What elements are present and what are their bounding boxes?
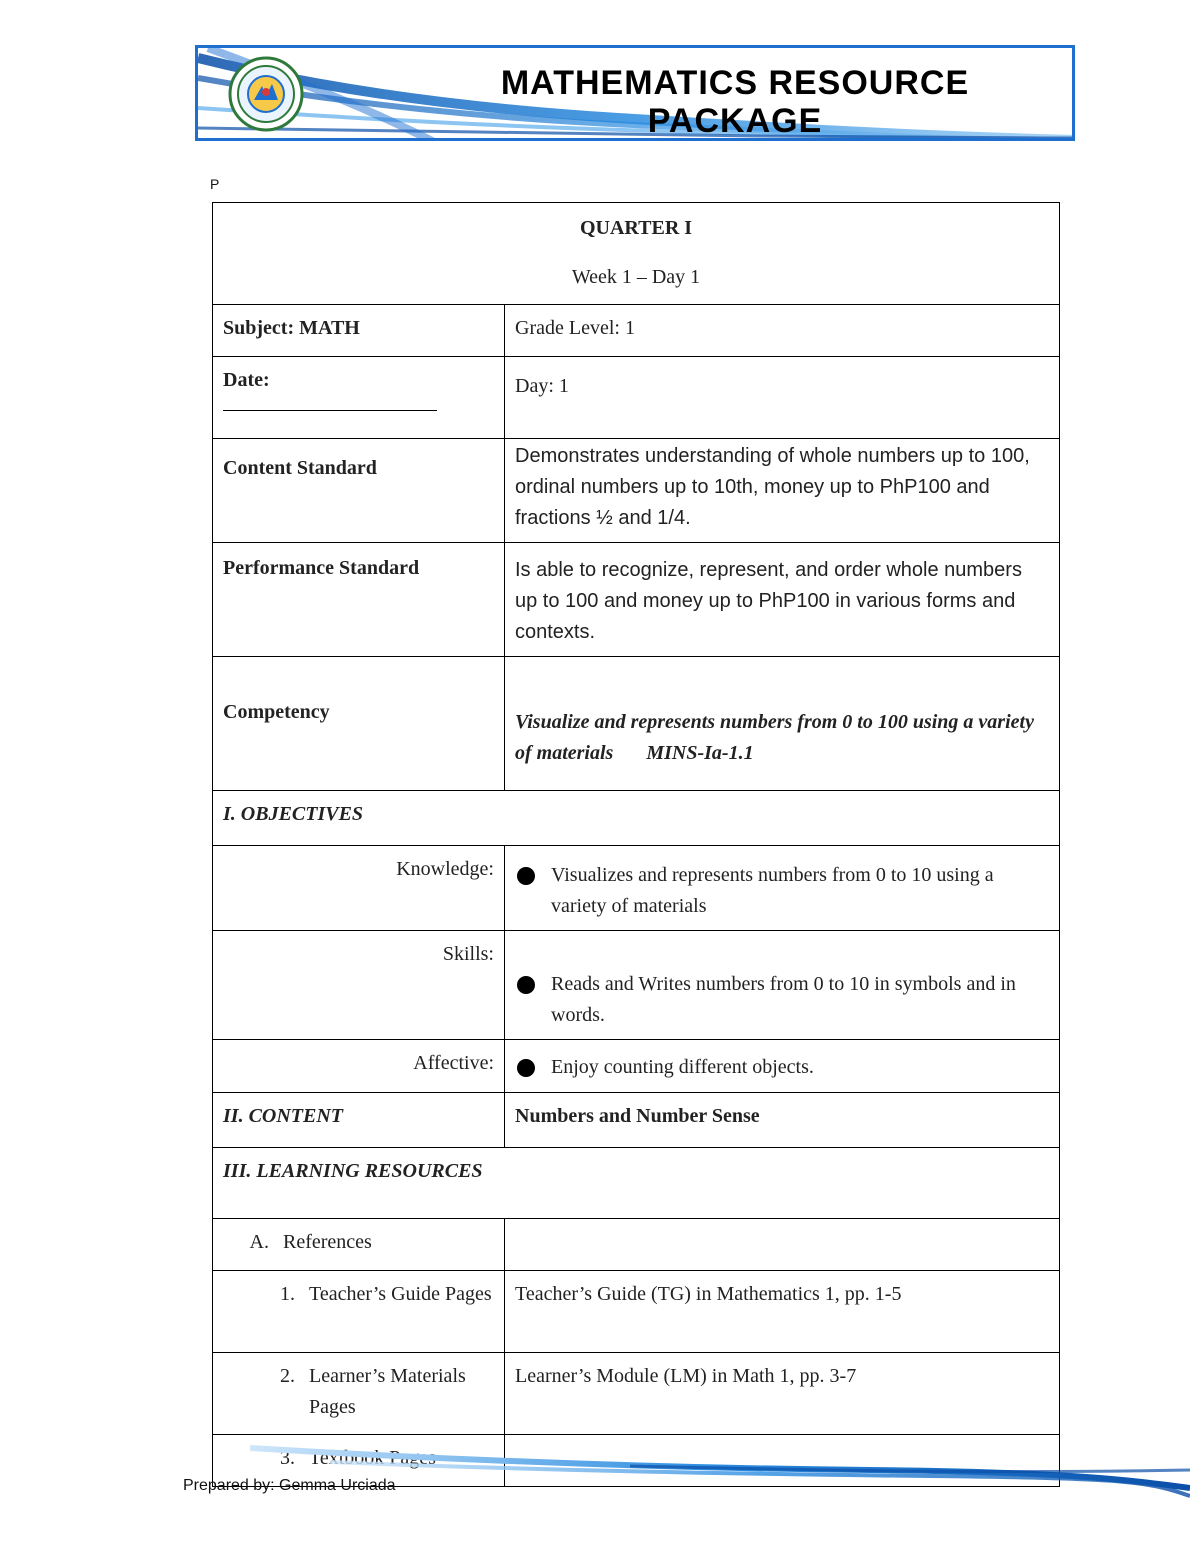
deped-seal-logo bbox=[228, 56, 304, 132]
references-label: References bbox=[283, 1231, 372, 1253]
bullet-icon bbox=[517, 976, 535, 994]
objective-knowledge-label: Knowledge: bbox=[213, 846, 505, 931]
content-text: Numbers and Number Sense bbox=[505, 1093, 1060, 1148]
competency-label: Competency bbox=[213, 657, 505, 791]
resource-number: 3. bbox=[280, 1447, 295, 1469]
resource-row-1-value: Teacher’s Guide (TG) in Mathematics 1, pp. 1-5 bbox=[505, 1271, 1060, 1353]
resource-row-1-label-cell bbox=[213, 1271, 505, 1353]
performance-standard-text: Is able to recognize, represent, and order whole numbers up to 100 and money up to PhP100 in various forms and contexts. bbox=[505, 543, 1060, 657]
grade-level-cell: Grade Level: 1 bbox=[505, 305, 1060, 357]
competency-cell bbox=[505, 657, 1060, 791]
objective-affective-cell bbox=[505, 1040, 1060, 1093]
package-title: MATHEMATICS RESOURCE PACKAGE bbox=[500, 64, 970, 140]
objective-knowledge-cell bbox=[505, 846, 1060, 931]
references-cell bbox=[213, 1219, 505, 1271]
objective-skills-label: Skills: bbox=[213, 931, 505, 1040]
resource-number: 1. bbox=[280, 1283, 295, 1305]
resource-row-2-value: Learner’s Module (LM) in Math 1, pp. 3-7 bbox=[505, 1353, 1060, 1435]
objective-affective-text: Enjoy counting different objects. bbox=[551, 1056, 814, 1078]
resource-label: Textbook Pages bbox=[309, 1447, 436, 1469]
header-banner bbox=[195, 45, 1075, 141]
day-cell: Day: 1 bbox=[505, 357, 1060, 439]
bullet-icon bbox=[517, 1059, 535, 1077]
objective-skills-cell bbox=[505, 931, 1060, 1040]
resource-row-2-label-cell bbox=[213, 1353, 505, 1435]
resource-number: 2. bbox=[280, 1365, 295, 1387]
content-standard-text: Demonstrates understanding of whole numbers up to 100, ordinal numbers up to 10th, money up to PhP100 and fractions ½ and 1/4. bbox=[505, 439, 1060, 543]
content-heading: II. CONTENT bbox=[213, 1093, 505, 1148]
week-day-label: Week 1 – Day 1 bbox=[571, 266, 701, 288]
competency-text: Visualize and represents numbers from 0 to 100 using a variety of materials bbox=[515, 711, 1034, 764]
bullet-icon bbox=[517, 867, 535, 885]
resource-label: Teacher’s Guide Pages bbox=[309, 1283, 492, 1305]
objectives-heading: I. OBJECTIVES bbox=[213, 791, 1060, 846]
subject-cell: Subject: MATH bbox=[213, 305, 505, 357]
prepared-by: Prepared by: Gemma Urciada bbox=[183, 1477, 396, 1494]
stray-mark: P bbox=[210, 176, 220, 192]
objective-knowledge-text: Visualizes and represents numbers from 0 to 10 using a variety of materials bbox=[551, 864, 994, 917]
resource-label: Learner’s Materials Pages bbox=[309, 1365, 466, 1418]
objective-affective-label: Affective: bbox=[213, 1040, 505, 1093]
references-value-cell bbox=[505, 1219, 1060, 1271]
performance-standard-label: Performance Standard bbox=[213, 543, 505, 657]
objective-skills-text: Reads and Writes numbers from 0 to 10 in symbols and in words. bbox=[551, 973, 1016, 1026]
content-standard-label: Content Standard bbox=[213, 439, 505, 543]
quarter-header-cell bbox=[213, 203, 1060, 305]
quarter-label: QUARTER I bbox=[579, 217, 693, 239]
competency-code: MINS-Ia-1.1 bbox=[646, 742, 754, 764]
lesson-plan-table bbox=[212, 202, 1060, 1487]
learning-resources-heading: III. LEARNING RESOURCES bbox=[213, 1148, 1060, 1219]
date-cell bbox=[213, 357, 505, 439]
references-number: A. bbox=[249, 1231, 269, 1253]
date-blank-line bbox=[223, 396, 437, 411]
date-label: Date: bbox=[223, 369, 270, 391]
